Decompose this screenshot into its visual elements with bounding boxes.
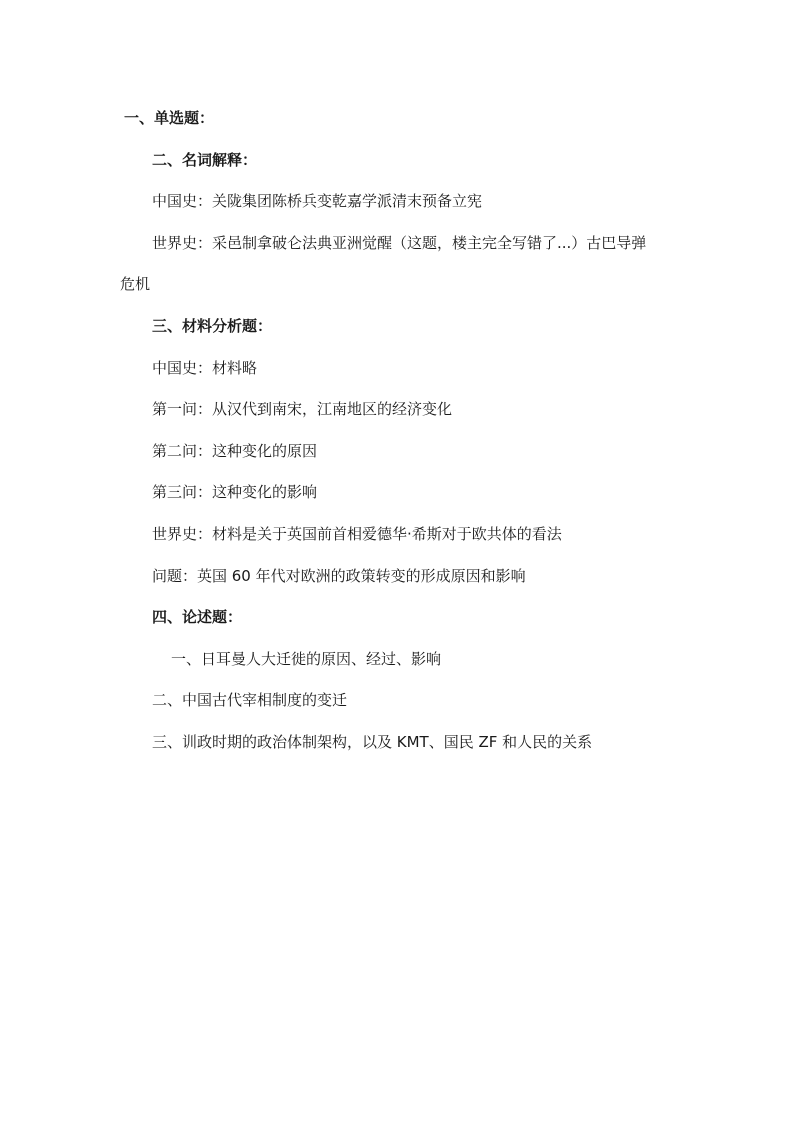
material-analysis-world-history: 世界史：材料是关于英国前首相爱德华·希斯对于欧共体的看法: [152, 525, 562, 543]
section-heading-single-choice: 一、单选题：: [124, 109, 215, 127]
material-analysis-chinese-history: 中国史：材料略: [152, 359, 258, 377]
section-heading-essay: 四、论述题：: [152, 608, 243, 626]
material-analysis-world-question: 问题：英国 60 年代对欧洲的政策转变的形成原因和影响: [152, 567, 526, 585]
term-explanation-world-history-line1: 世界史：采邑制拿破仑法典亚洲觉醒（这题，楼主完全写错了...）古巴导弹: [152, 234, 647, 252]
material-analysis-question-3: 第三问：这种变化的影响: [152, 483, 318, 501]
essay-item-3: 三、训政时期的政治体制架构，以及 KMT、国民 ZF 和人民的关系: [152, 733, 593, 751]
material-analysis-question-2: 第二问：这种变化的原因: [152, 442, 318, 460]
material-analysis-question-1: 第一问：从汉代到南宋，江南地区的经济变化: [152, 400, 453, 418]
term-explanation-chinese-history: 中国史：关陇集团陈桥兵变乾嘉学派清末预备立宪: [152, 192, 483, 210]
section-heading-material-analysis: 三、材料分析题：: [152, 317, 273, 335]
essay-item-1: 一、日耳曼人大迁徙的原因、经过、影响: [171, 650, 442, 668]
term-explanation-world-history-line2: 危机: [120, 275, 151, 293]
essay-item-2: 二、中国古代宰相制度的变迁: [152, 691, 348, 709]
section-heading-term-explanation: 二、名词解释：: [152, 151, 258, 169]
